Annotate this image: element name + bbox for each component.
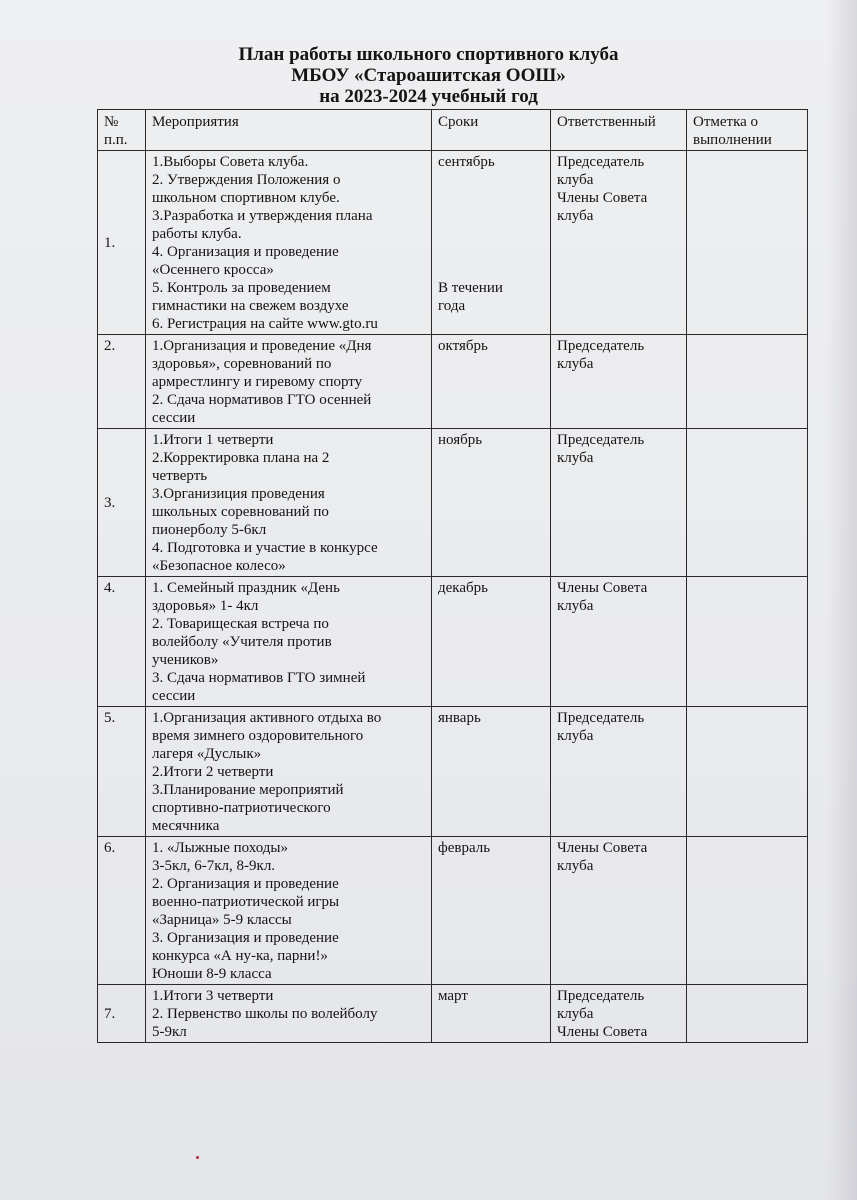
events-cell-line: гимнастики на свежем воздухе	[152, 298, 349, 314]
responsible-cell-line: Председатель	[557, 710, 645, 726]
responsible-cell-line: клуба	[557, 858, 594, 874]
events-cell-line: «Осеннего кросса»	[152, 262, 274, 278]
table-row	[98, 837, 808, 985]
completion-mark-cell	[687, 577, 808, 707]
title-line-1: План работы школьного спортивного клуба	[238, 44, 619, 65]
events-cell-line: 1. «Лыжные походы»	[152, 840, 288, 856]
responsible-cell-line: клуба	[557, 1006, 594, 1022]
header-events: Мероприятия	[146, 110, 432, 151]
table-body	[98, 151, 808, 1043]
events-cell-line: военно-патриотической игры	[152, 894, 340, 910]
table-row	[98, 985, 808, 1043]
row-number: 7.	[98, 985, 146, 1043]
terms-cell	[432, 335, 551, 429]
terms-cell	[432, 837, 551, 985]
events-cell-line: сессии	[152, 688, 196, 704]
document-title	[0, 44, 857, 107]
events-cell-line: пионерболу 5-6кл	[152, 522, 267, 538]
events-cell-line: учеников»	[152, 652, 219, 668]
terms-cell-line: ноябрь	[438, 432, 483, 448]
table-row	[98, 707, 808, 837]
responsible-cell	[551, 707, 687, 837]
terms-cell-line: январь	[438, 710, 481, 726]
events-cell-line: работы клуба.	[152, 226, 242, 242]
events-cell-line: спортивно-патриотического	[152, 800, 331, 816]
events-cell-line: 5. Контроль за проведением	[152, 280, 331, 296]
completion-mark-cell	[687, 335, 808, 429]
events-cell-line: школьных соревнований по	[152, 504, 329, 520]
events-cell-line: 5-9кл	[152, 1024, 187, 1040]
row-number: 3.	[98, 429, 146, 577]
events-cell	[146, 429, 432, 577]
events-cell-line: 3-5кл, 6-7кл, 8-9кл.	[152, 858, 276, 874]
events-cell	[146, 707, 432, 837]
terms-cell-line: февраль	[438, 840, 491, 856]
terms-cell-extra-line: года	[438, 298, 466, 314]
responsible-cell	[551, 837, 687, 985]
plan-table	[97, 109, 808, 1043]
events-cell	[146, 985, 432, 1043]
events-cell-line: 2.Итоги 2 четверти	[152, 764, 274, 780]
table-row	[98, 335, 808, 429]
table-row	[98, 577, 808, 707]
terms-cell	[432, 707, 551, 837]
responsible-cell-line: Члены Совета	[557, 840, 648, 856]
title-line-2: МБОУ «Староашитская ООШ»	[291, 65, 566, 86]
title-line-3: на 2023-2024 учебный год	[319, 86, 538, 107]
responsible-cell-line: Председатель	[557, 432, 645, 448]
events-cell-line: 1.Выборы Совета клуба.	[152, 154, 309, 170]
responsible-cell-line: Председатель	[557, 338, 645, 354]
completion-mark-cell	[687, 985, 808, 1043]
events-cell-line: здоровья», соревнований по	[152, 356, 332, 372]
row-number: 2.	[98, 335, 146, 429]
events-cell-line: 2. Организация и проведение	[152, 876, 339, 892]
events-cell-line: 3.Разработка и утверждения плана	[152, 208, 373, 224]
table-header-row	[98, 110, 808, 151]
events-cell-line: 3.Организиция проведения	[152, 486, 325, 502]
events-cell-line: школьном спортивном клубе.	[152, 190, 340, 206]
events-cell-line: 2. Первенство школы по волейболу	[152, 1006, 378, 1022]
events-cell-line: Юноши 8-9 класса	[152, 966, 272, 982]
header-responsible: Ответственный	[551, 110, 687, 151]
terms-cell-line: декабрь	[438, 580, 488, 596]
events-cell	[146, 837, 432, 985]
header-terms: Сроки	[432, 110, 551, 151]
responsible-cell-line: клуба	[557, 208, 594, 224]
events-cell-line: 2. Товарищеская встреча по	[152, 616, 329, 632]
events-cell-line: конкурса «А ну-ка, парни!»	[152, 948, 328, 964]
responsible-cell	[551, 335, 687, 429]
events-cell-line: армрестлингу и гиревому спорту	[152, 374, 363, 390]
events-cell-line: 6. Регистрация на сайте www.gto.ru	[152, 316, 378, 332]
terms-cell	[432, 429, 551, 577]
responsible-cell	[551, 985, 687, 1043]
completion-mark-cell	[687, 707, 808, 837]
table-row	[98, 429, 808, 577]
responsible-cell-line: клуба	[557, 728, 594, 744]
responsible-cell-line: клуба	[557, 598, 594, 614]
responsible-cell-line: клуба	[557, 450, 594, 466]
row-number: 6.	[98, 837, 146, 985]
events-cell-line: 3.Планирование мероприятий	[152, 782, 344, 798]
completion-mark-cell	[687, 151, 808, 335]
terms-cell	[432, 985, 551, 1043]
responsible-cell	[551, 577, 687, 707]
events-cell	[146, 335, 432, 429]
events-cell-line: «Безопасное колесо»	[152, 558, 286, 574]
responsible-cell-line: Председатель	[557, 988, 645, 1004]
events-cell-line: 2. Сдача нормативов ГТО осенней	[152, 392, 372, 408]
ink-dot	[196, 1156, 199, 1159]
responsible-cell-line: Члены Совета	[557, 1024, 648, 1040]
events-cell-line: сессии	[152, 410, 196, 426]
header-number: № п.п.	[98, 110, 146, 151]
events-cell-line: 3. Сдача нормативов ГТО зимней	[152, 670, 366, 686]
events-cell-line: 4. Подготовка и участие в конкурсе	[152, 540, 378, 556]
row-number: 4.	[98, 577, 146, 707]
responsible-cell-line: клуба	[557, 356, 594, 372]
terms-cell-extra-line: В течении	[438, 280, 503, 296]
terms-cell-line: сентябрь	[438, 154, 495, 170]
events-cell-line: четверть	[152, 468, 208, 484]
responsible-cell-line: Члены Совета	[557, 580, 648, 596]
events-cell-line: 1.Организация активного отдыха во	[152, 710, 382, 726]
events-cell	[146, 151, 432, 335]
events-cell-line: 1.Итоги 1 четверти	[152, 432, 274, 448]
events-cell	[146, 577, 432, 707]
events-cell-line: «Зарница» 5-9 классы	[152, 912, 292, 928]
row-number: 5.	[98, 707, 146, 837]
events-cell-line: месячника	[152, 818, 220, 834]
events-cell-line: 3. Организация и проведение	[152, 930, 339, 946]
terms-cell	[432, 151, 551, 335]
responsible-cell-line: клуба	[557, 172, 594, 188]
events-cell-line: 1.Организация и проведение «Дня	[152, 338, 372, 354]
events-cell-line: 4. Организация и проведение	[152, 244, 339, 260]
events-cell-line: здоровья» 1- 4кл	[152, 598, 259, 614]
responsible-cell-line: Члены Совета	[557, 190, 648, 206]
events-cell-line: волейболу «Учителя против	[152, 634, 332, 650]
terms-cell	[432, 577, 551, 707]
responsible-cell	[551, 151, 687, 335]
table-row	[98, 151, 808, 335]
events-cell-line: 1.Итоги 3 четверти	[152, 988, 274, 1004]
responsible-cell-line: Председатель	[557, 154, 645, 170]
completion-mark-cell	[687, 429, 808, 577]
row-number: 1.	[98, 151, 146, 335]
header-completion-mark: Отметка о выполнении	[687, 110, 808, 151]
page-shadow-edge	[827, 0, 857, 1200]
events-cell-line: 2. Утверждения Положения о	[152, 172, 341, 188]
completion-mark-cell	[687, 837, 808, 985]
responsible-cell	[551, 429, 687, 577]
events-cell-line: 2.Корректировка плана на 2	[152, 450, 330, 466]
events-cell-line: лагеря «Дуслык»	[152, 746, 262, 762]
events-cell-line: 1. Семейный праздник «День	[152, 580, 340, 596]
events-cell-line: время зимнего оздоровительного	[152, 728, 364, 744]
terms-cell-line: октябрь	[438, 338, 488, 354]
terms-spacer	[438, 171, 546, 279]
terms-cell-line: март	[438, 988, 468, 1004]
